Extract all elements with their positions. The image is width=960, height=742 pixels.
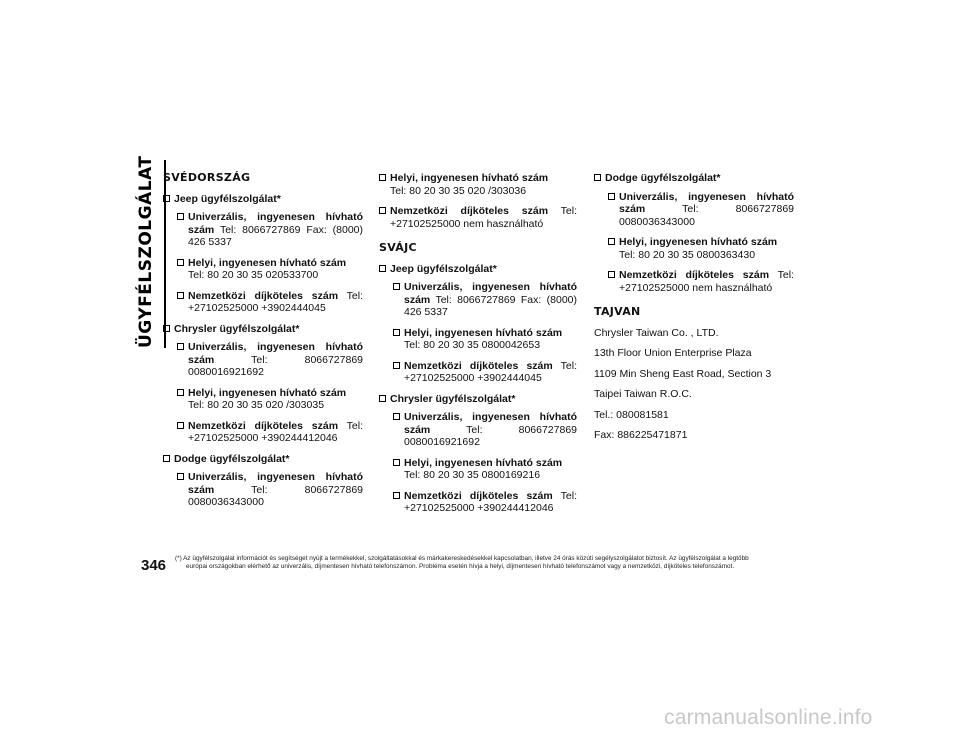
brand-title: Dodge ügyfélszolgálat* (594, 172, 794, 185)
brand-title: Dodge ügyfélszolgálat* (163, 453, 363, 466)
fax-line: Fax: 886225471871 (594, 429, 688, 441)
list-item: Univerzális, ingyenesen hívható szám Tel: 8066727869 Fax: (8000) 426 5337 (393, 281, 577, 319)
checkbox-icon (393, 329, 400, 336)
list-item: Univerzális, ingyenesen hívható szám Tel: 8066727869 0080036343000 (177, 471, 363, 509)
address-line: 13th Floor Union Enterprise Plaza (594, 347, 752, 359)
checkbox-icon (594, 174, 601, 181)
list-item: Helyi, ingyenesen hívható szám Tel: 80 20 30 35 020533700 (177, 257, 363, 282)
checkbox-icon (379, 207, 386, 214)
checkbox-icon (177, 389, 184, 396)
checkbox-icon (393, 362, 400, 369)
checkbox-icon (393, 283, 400, 290)
list-item: Nemzetközi díjköteles szám Tel: +27102525000 +3902444045 (393, 360, 577, 385)
checkbox-icon (379, 174, 386, 181)
column-3 (594, 172, 794, 450)
list-item: Univerzális, ingyenesen hívható szám Tel: 8066727869 Fax: (8000) 426 5337 (177, 211, 363, 249)
brand-title: Chrysler ügyfélszolgálat* (379, 393, 577, 406)
list-item: Nemzetközi díjköteles szám Tel: +27102525000 +390244412046 (177, 420, 363, 445)
page-number: 346 (141, 557, 167, 574)
list-item: Helyi, ingyenesen hívható szám Tel: 80 20 30 35 020 /303036 (379, 172, 577, 197)
checkbox-icon (608, 271, 615, 278)
brand-title: Jeep ügyfélszolgálat* (163, 193, 363, 206)
footnote (175, 555, 805, 571)
list-item: Univerzális, ingyenesen hívható szám Tel: 8066727869 0080016921692 (177, 341, 363, 379)
checkbox-icon (608, 193, 615, 200)
checkbox-icon (608, 238, 615, 245)
side-tab (128, 155, 164, 348)
checkbox-icon (393, 492, 400, 499)
list-item: Univerzális, ingyenesen hívható szám Tel: 8066727869 0080016921692 (393, 411, 577, 449)
checkbox-icon (393, 459, 400, 466)
column-1 (163, 172, 363, 517)
section-heading-sweden: SVÉDORSZÁG (163, 171, 251, 184)
section-heading-switzerland: SVÁJC (379, 241, 417, 254)
list-item: Nemzetközi díjköteles szám Tel: +27102525000 nem használható (608, 269, 794, 294)
side-tab-label: ÜGYFÉLSZOLGÁLAT (136, 155, 156, 348)
watermark: carmanualsonline.info (664, 706, 873, 729)
address-line: Chrysler Taiwan Co. , LTD. (594, 326, 719, 339)
list-item: Univerzális, ingyenesen hívható szám Tel: 8066727869 0080036343000 (608, 191, 794, 229)
footnote-line-1: (*) Az ügyfélszolgálat információt és segítséget nyújt a termékekkel, szolgáltatásokkal és márkakereskedésekkel kapcsolatban, illetve 24 órás közúti segélyszolgálatot biztosít. Az ügyfélszolgálat a legtöbb (175, 555, 749, 562)
checkbox-icon (177, 213, 184, 220)
checkbox-icon (379, 395, 386, 402)
checkbox-icon (163, 325, 170, 332)
checkbox-icon (393, 413, 400, 420)
brand-title: Jeep ügyfélszolgálat* (379, 263, 577, 276)
list-item: Helyi, ingyenesen hívható szám Tel: 80 20 30 35 020 /303035 (177, 387, 363, 412)
checkbox-icon (177, 422, 184, 429)
checkbox-icon (177, 292, 184, 299)
checkbox-icon (177, 473, 184, 480)
section-heading-taiwan: TAJVAN (594, 305, 641, 318)
list-item: Helyi, ingyenesen hívható szám Tel: 80 20 30 35 0800169216 (393, 457, 577, 482)
list-item: Nemzetközi díjköteles szám Tel: +27102525000 +3902444045 (177, 290, 363, 315)
address-line: Taipei Taiwan R.O.C. (594, 388, 692, 400)
brand-title: Chrysler ügyfélszolgálat* (163, 323, 363, 336)
address-line: 1109 Min Sheng East Road, Section 3 (594, 367, 772, 380)
checkbox-icon (379, 265, 386, 272)
column-2 (379, 172, 577, 523)
list-item: Helyi, ingyenesen hívható szám Tel: 80 20 30 35 0800042653 (393, 327, 577, 352)
list-item: Nemzetközi díjköteles szám Tel: +27102525000 nem használható (379, 205, 577, 230)
checkbox-icon (163, 455, 170, 462)
list-item: Helyi, ingyenesen hívható szám Tel: 80 20 30 35 0800363430 (608, 236, 794, 261)
footnote-line-2: európai országokban elérhető az univerzális, díjmentesen hívható telefonszámon. Probléma esetén hívja a helyi, díjmentesen hívható telefonszámot vagy a nemzetközi, díjköteles telefonszámot. (186, 563, 735, 570)
checkbox-icon (177, 343, 184, 350)
phone-line: Tel.: 080081581 (594, 408, 669, 421)
checkbox-icon (177, 259, 184, 266)
list-item: Nemzetközi díjköteles szám Tel: +27102525000 +390244412046 (393, 490, 577, 515)
checkbox-icon (163, 195, 170, 202)
